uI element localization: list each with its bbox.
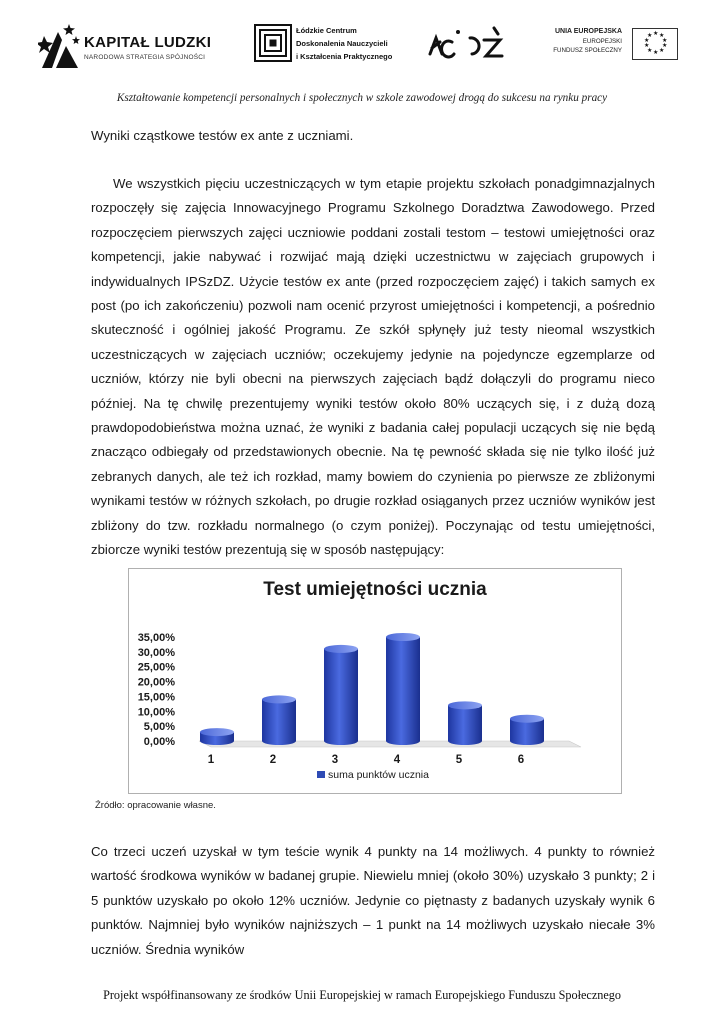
- bar-cap-2: [262, 695, 296, 703]
- svg-text:★: ★: [647, 47, 653, 54]
- lcdnikp-line-3: i Kształcenia Praktycznego: [296, 52, 393, 61]
- lodz-logotype-icon: [428, 24, 508, 64]
- chart-title: Test umiejętności ucznia: [263, 579, 487, 600]
- x-tick-label: 6: [517, 754, 525, 766]
- y-tick-label: 35,00%: [137, 632, 175, 644]
- ue-line-2: EUROPEJSKI: [582, 38, 622, 45]
- bar-cap-5: [448, 701, 482, 709]
- kapital-ludzki-emblem-icon: [38, 22, 82, 72]
- y-tick-label: 15,00%: [137, 691, 175, 704]
- ue-line-3: FUNDUSZ SPOŁECZNY: [553, 47, 622, 54]
- ue-line-1: UNIA EUROPEJSKA: [554, 28, 622, 35]
- x-tick-label: 3: [331, 754, 339, 766]
- bar-cap-6: [510, 715, 544, 723]
- bar-3: [324, 649, 358, 745]
- y-tick-label: 0,00%: [143, 736, 175, 748]
- lodz-city-logo: [428, 24, 508, 64]
- svg-text:★: ★: [653, 49, 659, 56]
- paragraph-intro: We wszystkich pięciu uczestniczących w tym etapie projektu szkołach ponadgimnazjalnych rozpoczęły się zajęcia Innowacyjnego Programu Szkolnego Doradztwa Zawodowego. Przed rozpoczęciem pierwszych zajęci uczniowie poddani zostali testom – testowi umiejętności oraz kompetencji, jakie nabywać i rozwijać mają dzięki uczestnictwu w zajęciach grupowych i indywidualnych IPSzDZ. Użycie testów ex ante (przed rozpoczęciem zajęć) i takich samych ex post (po ich zakończeniu) pozwoli nam ocenić przyrost umiejętności i kompetencji, a pośrednio skuteczność i ogólniej jakość Programu. Ze szkół spłynęły już testy nieomal wszystkich uczestniczących w zajęciach uczniów; oczekujemy jedynie na pojedyncze egzemplarze od uczniów, którzy nie byli obecni na pierwszych zajęciach bądź dołączyli do programu nieco później. Na tę chwilę prezentujemy wyniki testów około 80% uczących się, i z dużą dozą prawdopodobieństwa można uznać, że wyniki z badania całej populacji uczących się nie będą znacząco odbiegały od przedstawionych obecnie. Na tę pewność składa się nie tylko ilość już zebranych danych, ale też ich rozkład, mamy bowiem do czynienia po pierwsze ze zbliżonymi wynikami testów w różnych szkołach, po drugie rozkład osiąganych przez uczniów wyników jest zbliżony do tzw. rozkładu normalnego (o czym poniżej). Poczynając od testu umiejętności, zbiorcze wyniki testów prezentują się w sposób następujący:: [91, 176, 655, 558]
- bar-4: [386, 637, 420, 745]
- chart-source: Źródło: opracowanie własne.: [95, 800, 216, 811]
- y-tick-label: 5,00%: [143, 721, 175, 734]
- svg-text:★: ★: [662, 42, 668, 49]
- y-tick-label: 20,00%: [137, 676, 175, 689]
- bar-cap-4: [386, 633, 420, 641]
- lcdnikp-line-2: Doskonalenia Nauczycieli: [296, 39, 388, 48]
- eu-flag-icon: [632, 28, 678, 60]
- bar-cap-3: [324, 645, 358, 653]
- bar-series: [200, 633, 544, 745]
- x-tick-label: 4: [393, 754, 401, 766]
- legend-label: suma punktów ucznia: [328, 769, 429, 781]
- x-tick-label: 1: [207, 754, 215, 766]
- kapital-ludzki-logo: [38, 22, 212, 74]
- svg-text:★: ★: [653, 30, 659, 37]
- section-title: Wyniki cząstkowe testów ex ante z uczniami.: [91, 128, 354, 143]
- svg-text:★: ★: [662, 37, 668, 44]
- legend-swatch: [317, 771, 325, 778]
- y-axis: [138, 632, 176, 748]
- svg-text:★: ★: [647, 32, 653, 39]
- legend: [317, 769, 429, 781]
- bar-5: [448, 705, 482, 745]
- bar-cap-1: [200, 728, 234, 736]
- kapital-ludzki-title: KAPITAŁ LUDZKI: [84, 34, 212, 51]
- logo-bar: [0, 16, 724, 76]
- svg-text:★: ★: [644, 37, 650, 44]
- x-tick-label: 5: [455, 754, 463, 766]
- lcdnikp-emblem-icon: [254, 24, 292, 64]
- x-axis: [208, 754, 524, 766]
- bar-2: [262, 699, 296, 745]
- y-tick-label: 10,00%: [137, 706, 175, 719]
- lodzkie-centrum-logo: [254, 22, 393, 68]
- paragraph-results: Co trzeci uczeń uzyskał w tym teście wynik 4 punkty na 14 możliwych. 4 punkty to również wartość środkowa wyników w badanej grupie. Niewielu mniej (około 30%) uzyskało 3 punkty; 2 i 5 punktów uzyskało po około 12% uczniów. Jedynie co piętnasty z badanych uzyskały wynik 6 punktów. Najmniej było wyników najniższych – 1 punkt na 14 możliwych uzyskało niecałe 3% uczniów. Średnia wyników: [91, 844, 655, 957]
- chart-canvas: [129, 569, 621, 793]
- svg-text:★: ★: [659, 32, 665, 39]
- lcdnikp-line-1: Łódzkie Centrum: [296, 26, 357, 35]
- ue-efs-logo: [545, 24, 680, 64]
- svg-text:★: ★: [659, 47, 665, 54]
- page-footer: Projekt współfinansowany ze środków Unii Europejskiej w ramach Europejskiego Funduszu Społecznego: [103, 988, 621, 1002]
- y-tick-label: 25,00%: [137, 661, 175, 674]
- x-tick-label: 2: [269, 754, 277, 766]
- bar-chart: [128, 568, 622, 794]
- y-tick-label: 30,00%: [137, 646, 175, 659]
- running-header: Kształtowanie kompetencji personalnych i społecznych w szkole zawodowej drogą do sukcesu na rynku pracy: [116, 92, 608, 104]
- svg-text:★: ★: [644, 42, 650, 49]
- kapital-ludzki-subtitle: NARODOWA STRATEGIA SPÓJNOŚCI: [84, 54, 206, 61]
